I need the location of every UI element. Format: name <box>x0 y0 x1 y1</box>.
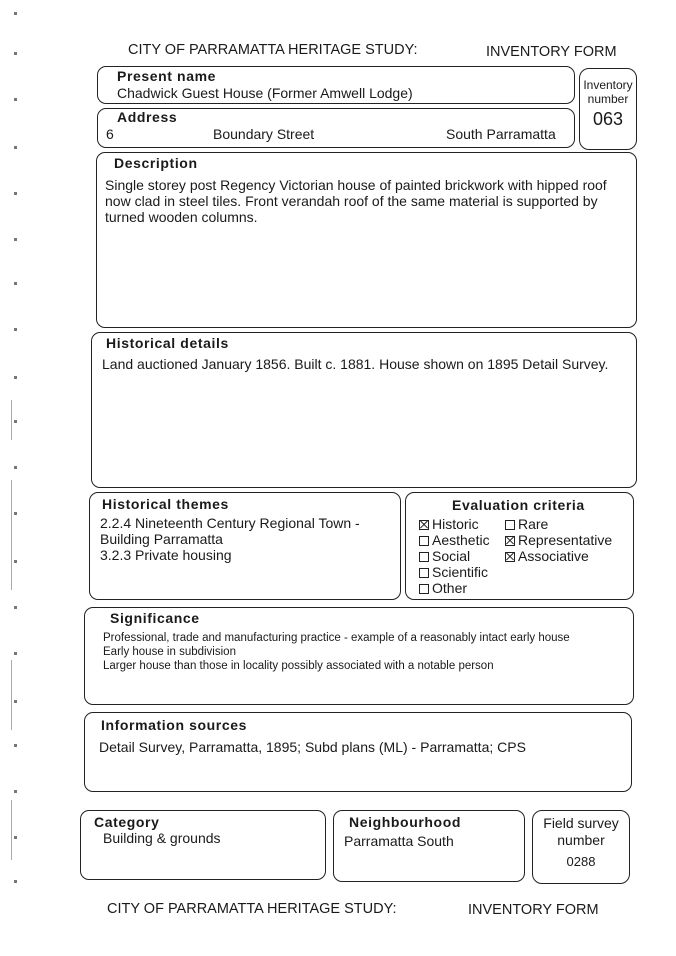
historical-themes-line-3: 3.2.3 Private housing <box>100 547 232 563</box>
header-title: CITY OF PARRAMATTA HERITAGE STUDY: <box>128 42 418 58</box>
criterion-historic: Historic <box>419 516 479 532</box>
information-sources-box <box>84 712 632 792</box>
scientific-checkbox[interactable] <box>419 568 429 578</box>
address-box <box>97 108 575 148</box>
significance-line-2: Early house in subdivision <box>103 646 236 658</box>
social-checkbox[interactable] <box>419 552 429 562</box>
criterion-social: Social <box>419 548 470 564</box>
criterion-other: Other <box>419 580 467 596</box>
associative-checkbox[interactable] <box>505 552 515 562</box>
historic-checkbox[interactable] <box>419 520 429 530</box>
significance-line-1: Professional, trade and manufacturing practice - example of a reasonably intact early house <box>103 632 570 644</box>
address-number: 6 <box>106 126 114 142</box>
address-street: Boundary Street <box>213 126 315 142</box>
present-name-value: Chadwick Guest House (Former Amwell Lodge) <box>117 85 413 101</box>
description-line-3: turned wooden columns. <box>105 209 258 225</box>
evaluation-criteria-label: Evaluation criteria <box>452 497 585 513</box>
historical-themes-line-1: 2.2.4 Nineteenth Century Regional Town - <box>100 515 360 531</box>
historical-themes-box <box>89 492 401 600</box>
inventory-label-line2: number <box>587 92 629 106</box>
significance-box <box>84 607 634 705</box>
header-form-label: INVENTORY FORM <box>486 44 617 60</box>
category-value: Building & grounds <box>103 830 221 846</box>
criterion-rare: Rare <box>505 516 548 532</box>
description-box <box>96 152 637 328</box>
representative-checkbox[interactable] <box>505 536 515 546</box>
address-suburb: South Parramatta <box>446 126 556 142</box>
rare-checkbox[interactable] <box>505 520 515 530</box>
present-name-label: Present name <box>117 68 217 84</box>
inventory-number-box <box>579 68 637 150</box>
category-box <box>80 810 326 880</box>
information-sources-label: Information sources <box>101 717 247 733</box>
historical-details-box <box>91 332 637 488</box>
neighbourhood-box <box>333 810 525 882</box>
criterion-representative: Representative <box>505 532 612 548</box>
historical-details-label: Historical details <box>106 335 229 351</box>
field-survey-box <box>532 810 630 884</box>
inventory-number-value: 063 <box>592 109 624 129</box>
neighbourhood-label: Neighbourhood <box>349 814 462 830</box>
description-line-2: now clad in steel tiles. Front verandah roof of the same material is supported by <box>105 193 598 209</box>
inventory-label-line1: Inventory <box>583 78 633 92</box>
historical-themes-label: Historical themes <box>102 496 229 512</box>
category-label: Category <box>94 814 160 830</box>
field-survey-label-line1: Field survey <box>543 815 619 831</box>
footer-title: CITY OF PARRAMATTA HERITAGE STUDY: <box>107 901 397 917</box>
aesthetic-checkbox[interactable] <box>419 536 429 546</box>
field-survey-label-line2: number <box>557 832 605 848</box>
criterion-associative: Associative <box>505 548 589 564</box>
description-line-1: Single storey post Regency Victorian house of painted brickwork with hipped roof <box>105 177 607 193</box>
evaluation-criteria-box <box>405 492 634 600</box>
information-sources-text: Detail Survey, Parramatta, 1895; Subd plans (ML) - Parramatta; CPS <box>99 739 526 755</box>
historical-themes-line-2: Building Parramatta <box>100 531 223 547</box>
criterion-scientific: Scientific <box>419 564 488 580</box>
present-name-box <box>97 66 575 104</box>
significance-line-3: Larger house than those in locality possibly associated with a notable person <box>103 660 494 672</box>
field-survey-number-value: 0288 <box>566 854 596 869</box>
footer-form-label: INVENTORY FORM <box>468 902 599 918</box>
criterion-aesthetic: Aesthetic <box>419 532 490 548</box>
address-label: Address <box>117 109 178 125</box>
description-label: Description <box>114 155 198 171</box>
significance-label: Significance <box>110 610 200 626</box>
other-checkbox[interactable] <box>419 584 429 594</box>
historical-details-text: Land auctioned January 1856. Built c. 1881. House shown on 1895 Detail Survey. <box>102 356 609 372</box>
neighbourhood-value: Parramatta South <box>344 833 454 849</box>
